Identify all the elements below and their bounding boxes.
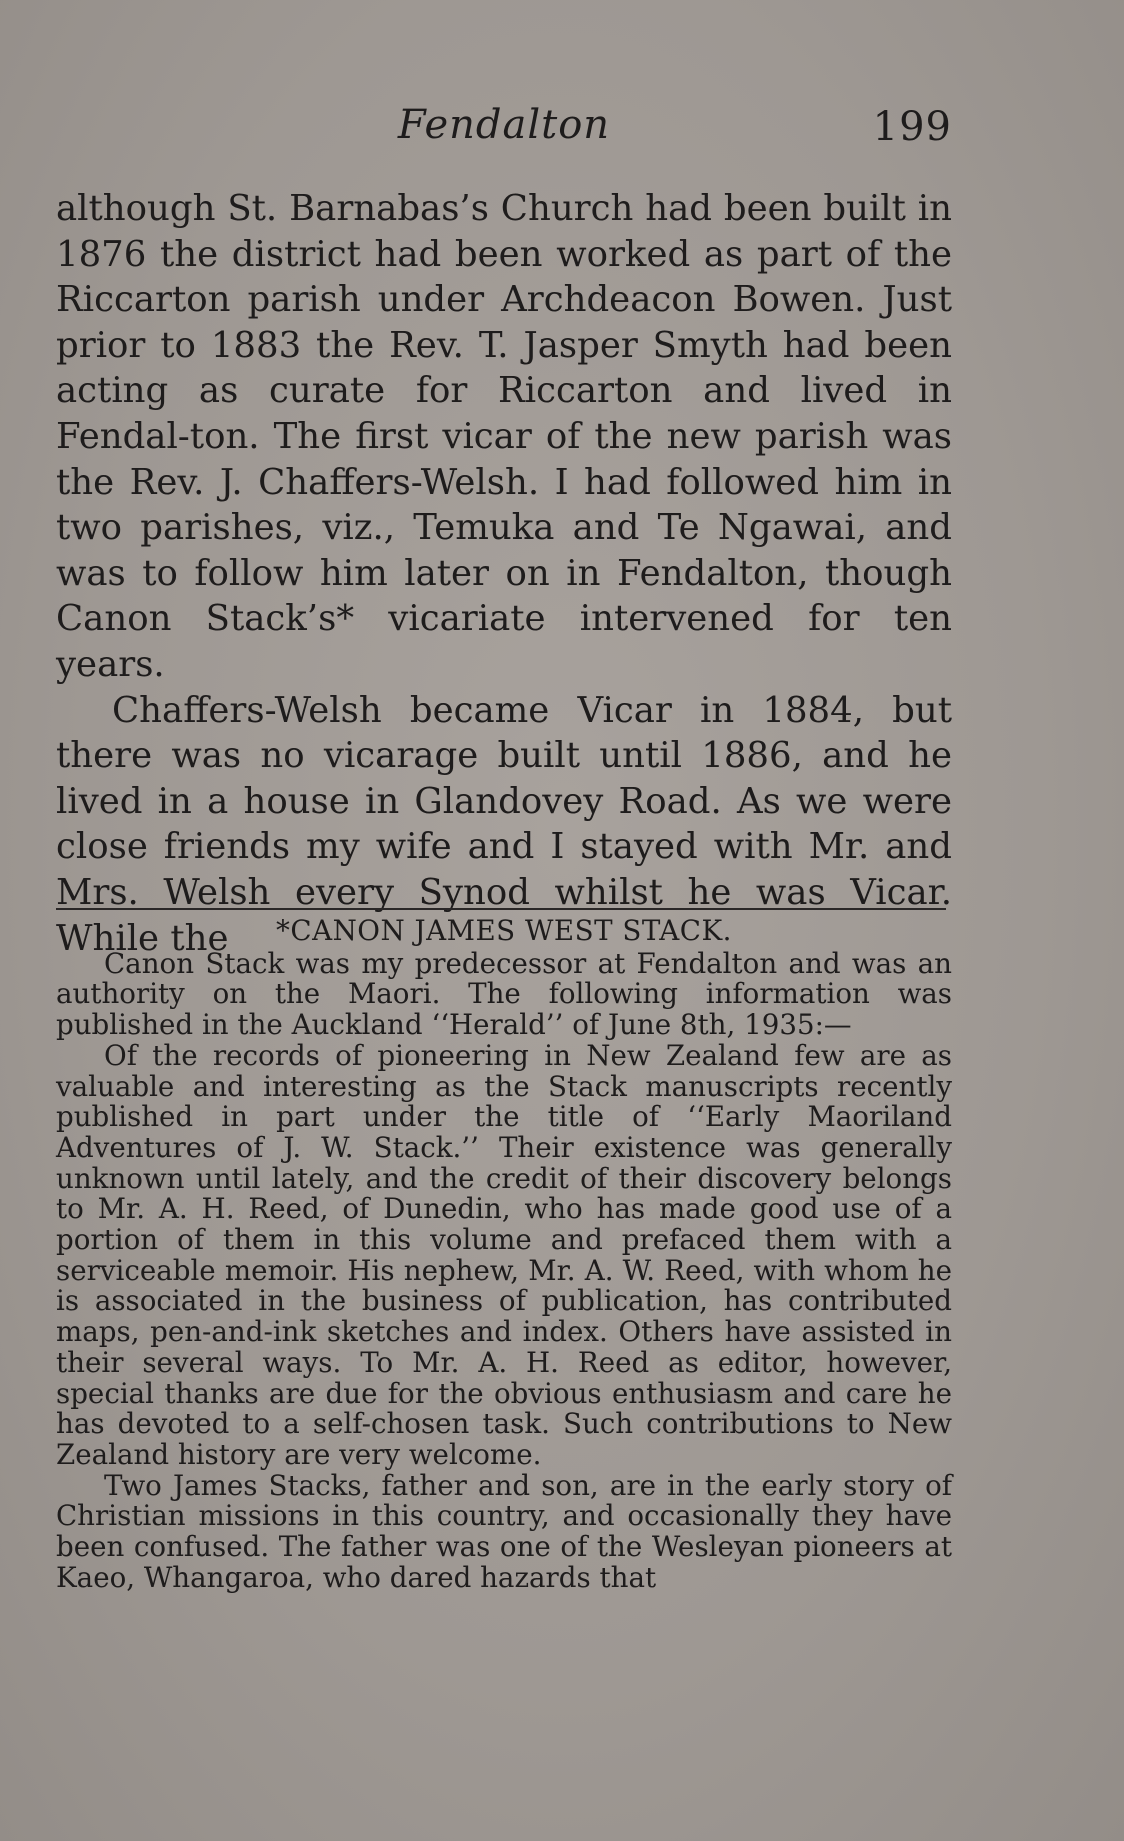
- footnote-paragraph: Of the records of pioneering in New Zealand few are as valuable and interesting as the Stack manuscripts recently published in part under the title of ‘‘Early Maoriland Adventures of J. W. Stack.’’ Their existence was generally unknown until lately, and the credit of their discovery belongs to Mr. A. H. Reed, of Dunedin, who has made good use of a portion of them in this volume and prefaced them with a serviceable memoir. His nephew, Mr. A. W. Reed, with whom he is associated in the business of publication, has contributed maps, pen-and-ink sketches and index. Others have assisted in their several ways. To Mr. A. H. Reed as editor, however, special thanks are due for the obvious enthusiasm and care he has devoted to a self-chosen task. Such contributions to New Zealand history are very welcome.: [56, 1038, 952, 1471]
- running-title: Fendalton: [397, 102, 611, 148]
- footnote-heading: *CANON JAMES WEST STACK.: [276, 914, 732, 947]
- book-page: [56, 0, 952, 1841]
- body-paragraph: although St. Barnabas’s Church had been built in 1876 the district had been worked as part of the Riccarton parish under Archdeacon Bowen. Just prior to 1883 the Rev. T. Jasper Smyth had been acting as curate for Riccarton and lived in Fendal-ton. The first vicar of the new parish was the Rev. J. Chaffers-Welsh. I had followed him in two parishes, viz., Temuka and Te Ngawai, and was to follow him later on in Fendalton, though Canon Stack’s* vicariate intervened for ten years.: [56, 188, 952, 685]
- footnote-paragraph: Two James Stacks, father and son, are in the early story of Christian missions in this country, and occasionally they have been confused. The father was one of the Wesleyan pioneers at Kaeo, Whangaroa, who dared hazards that: [56, 1468, 952, 1594]
- page-number: 199: [872, 104, 952, 150]
- main-text: [56, 186, 952, 961]
- footnote-paragraph: Canon Stack was my predecessor at Fendalton and was an authority on the Maori. The following information was published in the Auckland ‘‘Herald’’ of June 8th, 1935:—: [56, 946, 952, 1042]
- footnote: [56, 916, 952, 1593]
- body-paragraph: Chaffers-Welsh became Vicar in 1884, but there was no vicarage built until 1886, and he lived in a house in Glandovey Road. As we were close friends my wife and I stayed with Mr. and Mrs. Welsh every Synod whilst he was Vicar. While the: [56, 689, 952, 959]
- running-head: [56, 102, 952, 162]
- footnote-rule: [56, 908, 946, 910]
